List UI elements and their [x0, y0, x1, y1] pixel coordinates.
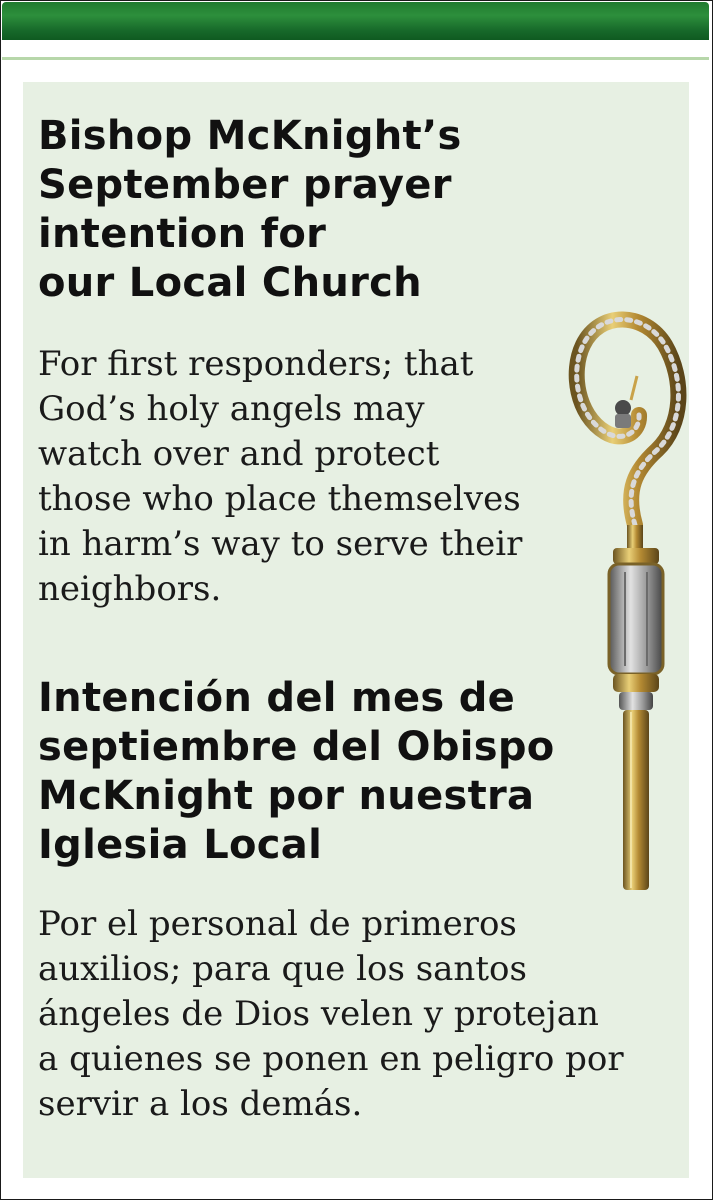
english-intention-text: For first responders; that God’s holy angels may watch over and protect those who place themselves in harm’s way to serve their neighbors.: [38, 344, 523, 609]
english-heading: Bishop McKnight’s September prayer intention for our Local Church: [38, 113, 462, 306]
spanish-heading: Intención del mes de septiembre del Obispo McKnight por nuestra Iglesia Local: [38, 675, 555, 868]
spanish-intention-text: Por el personal de primeros auxilios; para que los santos ángeles de Dios velen y protejan a quienes se ponen en peligro por servir a los demás.: [38, 904, 624, 1124]
header-banner: [2, 2, 709, 40]
header-rule: [2, 57, 709, 60]
